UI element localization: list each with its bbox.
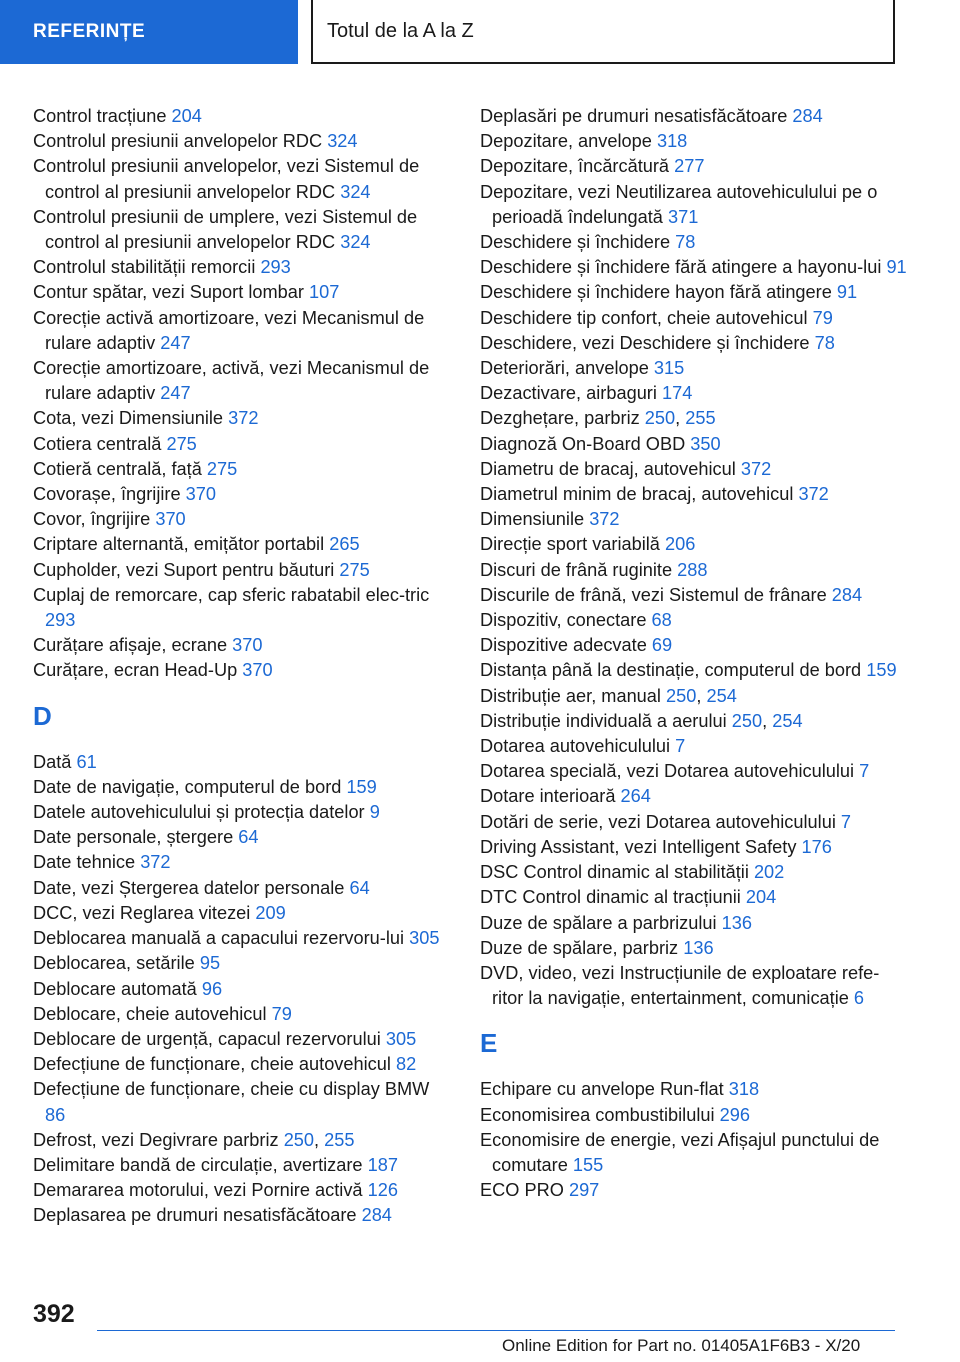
page-reference-link[interactable]: 275 xyxy=(206,458,238,479)
index-entry xyxy=(33,280,453,305)
page-reference-link[interactable]: 372 xyxy=(140,852,171,873)
index-entry-term: Defrost, vezi Degivrare parbriz xyxy=(33,1129,279,1150)
page-reference-link[interactable]: 69 xyxy=(651,635,673,656)
index-entry xyxy=(33,583,453,633)
page-reference-link[interactable]: 136 xyxy=(721,912,752,933)
index-entry xyxy=(33,457,453,482)
index-column-right xyxy=(480,104,910,1203)
index-entry xyxy=(480,532,910,557)
index-entry xyxy=(480,306,910,331)
index-entry xyxy=(480,583,910,608)
index-entry-term: Depozitare, încărcătură xyxy=(480,156,670,177)
index-entry xyxy=(33,482,453,507)
index-entry xyxy=(480,1077,910,1102)
index-entry-term: Cotieră centrală, față xyxy=(33,458,202,479)
page-reference-link[interactable]: 91 xyxy=(886,257,907,278)
index-entry-term: Controlul presiunii de umplere, vezi Sistemul de control al presiunii anvelopelor RDC xyxy=(33,206,418,253)
index-entry xyxy=(480,180,910,230)
page-reference-link[interactable]: 324 xyxy=(340,232,371,253)
index-entry xyxy=(480,961,910,1011)
page-reference-link[interactable]: 206 xyxy=(664,534,696,555)
page-reference-link[interactable]: 255 xyxy=(324,1129,355,1150)
index-entry xyxy=(480,381,910,406)
index-entry xyxy=(33,104,453,129)
page-reference-link[interactable]: 255 xyxy=(685,408,716,429)
page-reference-link[interactable]: 79 xyxy=(812,307,833,328)
index-entry-term: Distanța până la destinație, computerul de bord xyxy=(480,660,862,681)
section-tab xyxy=(0,0,298,64)
page-reference-link[interactable]: 250 xyxy=(644,408,676,429)
index-entry-term: Date de navigație, computerul de bord xyxy=(33,776,342,797)
index-entry xyxy=(480,759,910,784)
page-reference-link[interactable]: 350 xyxy=(690,433,721,454)
index-entry xyxy=(480,633,910,658)
index-entry xyxy=(33,205,453,255)
index-entry xyxy=(33,1052,453,1077)
page-reference-link[interactable]: 126 xyxy=(367,1180,398,1201)
index-entry-term: Economisirea combustibilului xyxy=(480,1104,715,1125)
page-reference-link[interactable]: 318 xyxy=(656,131,688,152)
index-entry: Dezghețare, parbriz 250, 255 xyxy=(480,408,716,429)
index-entry-term: Deschidere și închidere fără atingere a hayonu-lui xyxy=(480,257,882,278)
page-reference-link[interactable]: 288 xyxy=(677,559,708,580)
index-entry-term: Distribuție aer, manual xyxy=(480,685,661,706)
index-entry-term: Covorașe, îngrijire xyxy=(33,484,181,505)
index-entry xyxy=(33,775,453,800)
page-reference-link[interactable]: 202 xyxy=(753,862,785,883)
index-entry xyxy=(33,1153,453,1178)
index-entry xyxy=(33,558,453,583)
page-reference-link[interactable]: 82 xyxy=(396,1054,417,1075)
index-entry-term: Deplasarea pe drumuri nesatisfăcătoare xyxy=(33,1205,357,1226)
index-entry xyxy=(480,230,910,255)
page-reference-link[interactable]: 7 xyxy=(675,736,686,757)
page-reference-link[interactable]: 176 xyxy=(801,836,832,857)
page-reference-link[interactable]: 293 xyxy=(260,257,291,278)
index-entry-term: Duze de spălare a parbrizului xyxy=(480,912,717,933)
index-entry xyxy=(480,1178,910,1203)
index-entry xyxy=(33,129,453,154)
index-entry-term: Controlul presiunii anvelopelor RDC xyxy=(33,131,323,152)
index-entry-term: DCC, vezi Reglarea vitezei xyxy=(33,902,251,923)
index-entry xyxy=(480,658,910,683)
index-entry-term: Cotiera centrală xyxy=(33,433,162,454)
page-reference-link[interactable]: 159 xyxy=(346,776,377,797)
page-reference-link[interactable]: 305 xyxy=(409,928,440,949)
index-entry xyxy=(33,901,453,926)
footer-divider xyxy=(97,1330,895,1331)
index-entry xyxy=(33,876,453,901)
index-entry xyxy=(33,1203,453,1228)
index-entry xyxy=(33,658,453,683)
index-entry-term: Curățare, ecran Head-Up xyxy=(33,660,238,681)
index-entry-term: Dezghețare, parbriz xyxy=(480,408,640,429)
index-entry-term: Controlul stabilității remorcii xyxy=(33,257,256,278)
index-entry-term: Depozitare, anvelope xyxy=(480,131,652,152)
index-entry xyxy=(480,835,910,860)
page-reference-link[interactable]: 9 xyxy=(369,802,380,823)
page-reference-link[interactable]: 372 xyxy=(589,509,620,530)
section-title: REFERINȚE xyxy=(33,21,146,42)
index-entry-term: Deblocarea, setările xyxy=(33,953,195,974)
page-reference-link[interactable]: 284 xyxy=(361,1205,392,1226)
page-reference-link[interactable]: 265 xyxy=(329,534,360,555)
page-reference-link[interactable]: 247 xyxy=(160,383,191,404)
index-entry-term: Dată xyxy=(33,751,72,772)
index-entry-term: Discuri de frână ruginite xyxy=(480,559,673,580)
page-reference-link[interactable]: 68 xyxy=(651,610,672,631)
page-reference-link[interactable]: 293 xyxy=(45,610,76,631)
index-entry-term: Cuplaj de remorcare, cap sferic rabatabil elec-tric xyxy=(33,584,430,605)
index-entry xyxy=(480,154,910,179)
page-reference-link[interactable]: 370 xyxy=(185,484,216,505)
index-entry xyxy=(480,1128,910,1178)
page-reference-link[interactable]: 247 xyxy=(160,332,191,353)
chapter-header xyxy=(311,0,895,64)
index-column-left xyxy=(33,104,453,1229)
index-entry-term: Discurile de frână, vezi Sistemul de frânare xyxy=(480,584,827,605)
page-reference-link[interactable]: 318 xyxy=(728,1079,760,1100)
edition-note: Online Edition for Part no. 01405A1F6B3 - X/20 xyxy=(502,1336,861,1355)
index-entry-term: Demararea motorului, vezi Pornire activă xyxy=(33,1180,363,1201)
page-reference-link[interactable]: 136 xyxy=(683,937,714,958)
index-entry-term: Deblocare, cheie autovehicul xyxy=(33,1003,267,1024)
index-entry xyxy=(33,926,453,951)
page-number: 392 xyxy=(33,1300,75,1328)
index-entry-term: Diametrul minim de bracaj, autovehicul xyxy=(480,484,794,505)
index-entry xyxy=(480,911,910,936)
page-reference-link[interactable]: 6 xyxy=(853,988,865,1009)
page-reference-link[interactable]: 305 xyxy=(385,1028,417,1049)
index-entry xyxy=(33,633,453,658)
page-reference-link[interactable]: 187 xyxy=(367,1154,398,1175)
index-entry-term: Dispozitiv, conectare xyxy=(480,610,647,631)
index-entry xyxy=(480,608,910,633)
index-entry xyxy=(480,936,910,961)
index-entry-term: Dotarea autovehiculului xyxy=(480,736,671,757)
index-entry-term: Date, vezi Ștergerea datelor personale xyxy=(33,877,345,898)
index-entry xyxy=(480,558,910,583)
index-entry-term: Deblocare de urgență, capacul rezervorului xyxy=(33,1028,381,1049)
page-reference-link[interactable]: 155 xyxy=(572,1154,604,1175)
page-reference-link[interactable]: 275 xyxy=(339,559,370,580)
index-entry-term: Dotări de serie, vezi Dotarea autovehiculului xyxy=(480,811,836,832)
index-entry xyxy=(33,951,453,976)
index-entry-term: Date tehnice xyxy=(33,852,136,873)
index-entry-term: Deschidere, vezi Deschidere și închidere xyxy=(480,332,810,353)
index-entry-term: Dimensiunile xyxy=(480,509,585,530)
index-entry xyxy=(480,784,910,809)
page-reference-link[interactable]: 86 xyxy=(45,1104,66,1125)
index-entry-term: Controlul presiunii anvelopelor, vezi Sistemul de control al presiunii anvelopelor RDC xyxy=(33,156,420,202)
index-entry xyxy=(480,432,910,457)
page-reference-link[interactable]: 61 xyxy=(76,751,97,772)
index-entry-term: ECO PRO xyxy=(480,1180,564,1201)
index-entry-term: Control tracțiune xyxy=(33,106,167,126)
page-reference-link[interactable]: 250 xyxy=(731,710,763,731)
index-entry-term: Economisire de energie, vezi Afișajul punctului de comutare xyxy=(480,1129,880,1175)
page-reference-link[interactable]: 7 xyxy=(840,811,852,832)
page-reference-link[interactable]: 284 xyxy=(831,584,863,605)
index-entry-term: Dotarea specială, vezi Dotarea autovehiculului xyxy=(480,761,855,782)
index-entry-term: DSC Control dinamic al stabilității xyxy=(480,862,749,883)
page-reference-link[interactable]: 107 xyxy=(308,282,340,303)
index-entry-term: Duze de spălare, parbriz xyxy=(480,937,679,958)
index-entry-term: Diagnoză On-Board OBD xyxy=(480,433,686,454)
index-entry xyxy=(33,255,453,280)
page-reference-link[interactable]: 370 xyxy=(242,660,273,681)
page-reference-link[interactable]: 372 xyxy=(740,458,772,479)
index-entry-term: Corecție activă amortizoare, vezi Mecanismul de rulare adaptiv xyxy=(33,307,425,353)
index-entry-term: Deblocare automată xyxy=(33,978,197,999)
page-reference-link[interactable]: 284 xyxy=(792,106,823,126)
index-entry-term: DVD, video, vezi Instrucțiunile de exploatare refe-ritor la navigație, entertainment, comunicație xyxy=(480,962,880,1009)
index-entry xyxy=(480,734,910,759)
page-reference-link[interactable]: 370 xyxy=(232,635,263,656)
index-entry-term: Defecțiune de funcționare, cheie cu display BMW xyxy=(33,1079,430,1100)
page-reference-link[interactable]: 64 xyxy=(349,877,370,898)
index-entry-term: Deschidere și închidere xyxy=(480,232,671,253)
index-entry-term: Cota, vezi Dimensiunile xyxy=(33,408,224,429)
page-reference-link[interactable]: 204 xyxy=(171,106,202,126)
index-entry xyxy=(480,860,910,885)
index-entry xyxy=(480,885,910,910)
index-entry-term: Dezactivare, airbaguri xyxy=(480,383,657,404)
page-reference-link[interactable]: 250 xyxy=(283,1129,315,1150)
index-entry xyxy=(480,1103,910,1128)
page-reference-link[interactable]: 78 xyxy=(814,332,835,353)
index-entry xyxy=(33,850,453,875)
index-entry xyxy=(480,104,910,129)
index-entry-term: Corecție amortizoare, activă, vezi Mecanismul de rulare adaptiv xyxy=(33,358,430,404)
index-entry xyxy=(33,406,453,431)
index-entry-term: Date personale, ștergere xyxy=(33,827,234,848)
page-reference-link[interactable]: 174 xyxy=(661,383,693,404)
index-entry-term: Defecțiune de funcționare, cheie autovehicul xyxy=(33,1054,391,1075)
index-entry-term: Driving Assistant, vezi Intelligent Safety xyxy=(480,836,797,857)
index-entry-term: Depozitare, vezi Neutilizarea autovehiculului pe o perioadă îndelungată xyxy=(480,181,878,227)
index-entry xyxy=(480,255,910,280)
index-entry xyxy=(33,1178,453,1203)
page-reference-link[interactable]: 254 xyxy=(706,685,737,706)
index-entry xyxy=(480,457,910,482)
index-entry xyxy=(33,1077,453,1127)
index-entry-term: Dispozitive adecvate xyxy=(480,635,647,656)
page-reference-link[interactable]: 7 xyxy=(859,761,870,782)
index-entry xyxy=(33,154,453,204)
page-reference-link[interactable]: 91 xyxy=(836,282,858,303)
index-entry xyxy=(480,356,910,381)
index-entry xyxy=(33,1027,453,1052)
index-entry-term: Echipare cu anvelope Run-flat xyxy=(480,1079,724,1100)
page-reference-link[interactable]: 78 xyxy=(675,232,696,253)
index-entry xyxy=(33,977,453,1002)
page-reference-link[interactable]: 209 xyxy=(255,902,286,923)
page-reference-link[interactable]: 254 xyxy=(772,710,803,731)
page-reference-link[interactable]: 372 xyxy=(798,484,829,505)
index-entry xyxy=(480,331,910,356)
page-reference-link[interactable]: 296 xyxy=(719,1104,750,1125)
page-reference-link[interactable]: 159 xyxy=(866,660,897,681)
page-reference-link[interactable]: 96 xyxy=(201,978,223,999)
index-entry xyxy=(33,825,453,850)
index-entry-term: Distribuție individuală a aerului xyxy=(480,710,727,731)
index-entry-term: Deteriorări, anvelope xyxy=(480,358,649,379)
index-entry xyxy=(33,306,453,356)
index-entry xyxy=(480,280,910,305)
page-reference-link[interactable]: 315 xyxy=(653,358,685,379)
page-reference-link[interactable]: 64 xyxy=(238,827,259,848)
index-entry-term: Cupholder, vezi Suport pentru băuturi xyxy=(33,559,335,580)
index-entry: Defrost, vezi Degivrare parbriz 250, 255 xyxy=(33,1129,355,1150)
index-entry xyxy=(33,356,453,406)
index-letter-heading: D xyxy=(33,700,52,731)
page-reference-link[interactable]: 371 xyxy=(667,206,699,227)
index-entry: Distribuție aer, manual 250, 254 xyxy=(480,685,737,706)
index-entry xyxy=(480,129,910,154)
index-entry xyxy=(33,800,453,825)
index-entry-term: Curățare afișaje, ecrane xyxy=(33,635,228,656)
index-entry-term: Datele autovehiculului și protecția datelor xyxy=(33,802,365,823)
index-entry-term: Covor, îngrijire xyxy=(33,509,151,530)
index-entry: Distribuție individuală a aerului 250, 254 xyxy=(480,710,803,731)
index-entry xyxy=(480,810,910,835)
page-reference-link[interactable]: 264 xyxy=(620,786,651,807)
index-entry xyxy=(480,482,910,507)
page-reference-link[interactable]: 324 xyxy=(327,131,358,152)
page-reference-link[interactable]: 95 xyxy=(199,953,221,974)
index-entry xyxy=(480,507,910,532)
page-reference-link[interactable]: 324 xyxy=(340,181,371,202)
index-letter-heading: E xyxy=(480,1028,498,1059)
index-entry-term: Contur spătar, vezi Suport lombar xyxy=(33,282,304,303)
index-entry-term: Diametru de bracaj, autovehicul xyxy=(480,458,736,479)
page-reference-link[interactable]: 204 xyxy=(745,887,777,908)
index-entry xyxy=(33,750,453,775)
page-reference-link[interactable]: 79 xyxy=(271,1003,292,1024)
page-reference-link[interactable]: 277 xyxy=(674,156,705,177)
page-reference-link[interactable]: 275 xyxy=(166,433,197,454)
index-entry-term: Deschidere și închidere hayon fără atingere xyxy=(480,282,832,303)
index-entry-term: Deschidere tip confort, cheie autovehicul xyxy=(480,307,808,328)
index-entry-term: DTC Control dinamic al tracțiunii xyxy=(480,887,741,908)
index-entry-term: Deblocarea manuală a capacului rezervoru-lui xyxy=(33,928,405,949)
index-entry-term: Criptare alternantă, emițător portabil xyxy=(33,534,325,555)
index-entry xyxy=(33,532,453,557)
index-entry xyxy=(33,507,453,532)
index-entry-term: Direcție sport variabilă xyxy=(480,534,660,555)
index-entry-term: Deplasări pe drumuri nesatisfăcătoare xyxy=(480,106,788,126)
page-reference-link[interactable]: 250 xyxy=(666,685,697,706)
page-reference-link[interactable]: 370 xyxy=(155,509,186,530)
index-entry xyxy=(33,432,453,457)
index-entry xyxy=(33,1002,453,1027)
page-reference-link[interactable]: 372 xyxy=(228,408,259,429)
index-entry-term: Dotare interioară xyxy=(480,786,616,807)
page-reference-link[interactable]: 297 xyxy=(568,1180,600,1201)
chapter-title: Totul de la A la Z xyxy=(327,19,474,42)
index-entry-term: Delimitare bandă de circulație, avertizare xyxy=(33,1154,363,1175)
